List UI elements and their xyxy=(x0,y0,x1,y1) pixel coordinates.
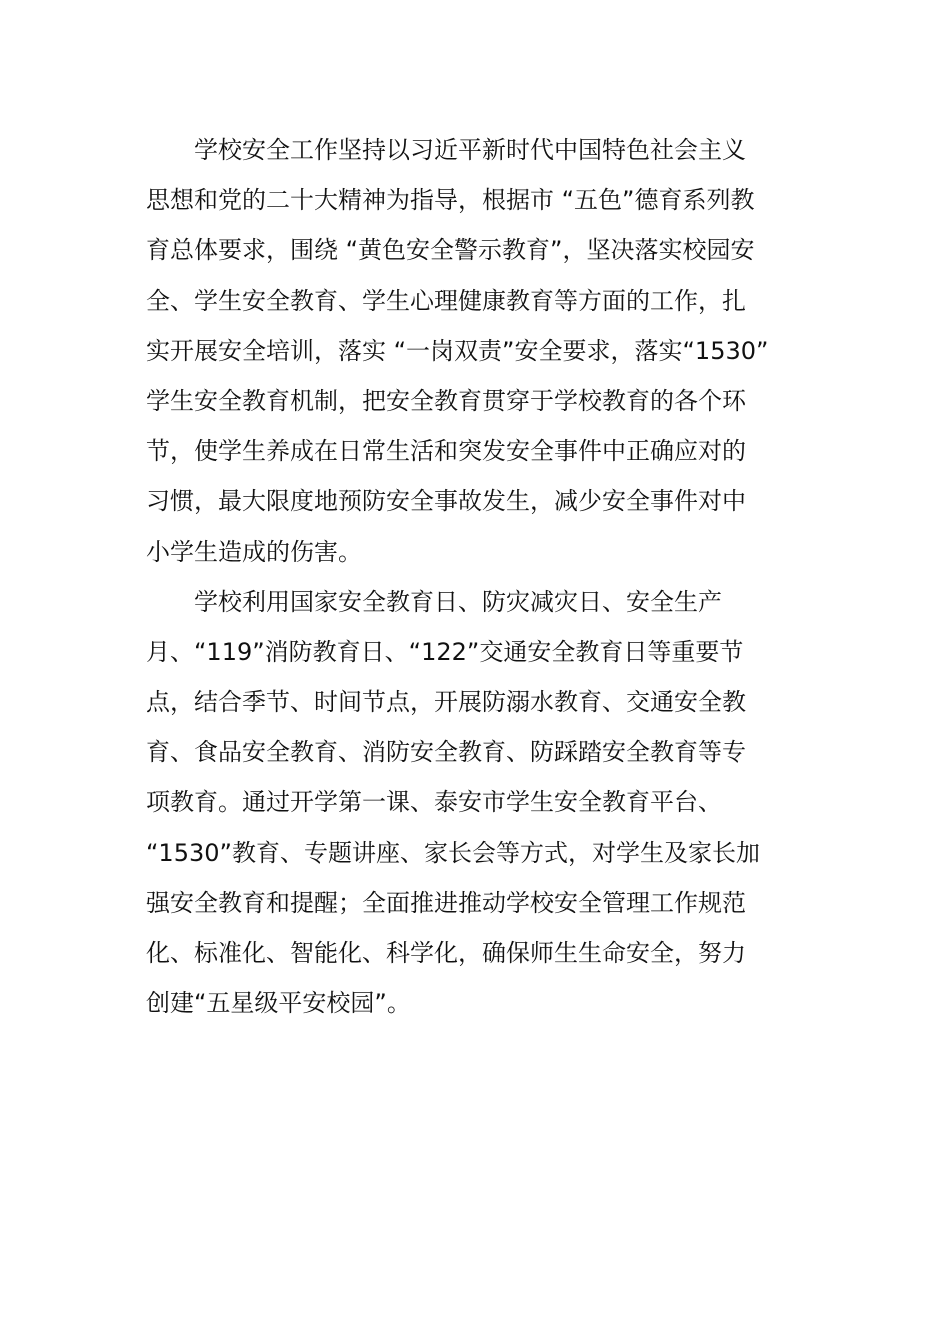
text-line: 实开展安全培训，落实 “一岗双责”安全要求，落实“1530” xyxy=(146,336,769,365)
text-line: 小学生造成的伤害。 xyxy=(146,537,362,566)
text-line: 强安全教育和提醒；全面推进推动学校安全管理工作规范 xyxy=(146,888,746,917)
text-line: 月、“119”消防教育日、“122”交通安全教育日等重要节 xyxy=(146,637,744,666)
text-line: 创建“五星级平安校园”。 xyxy=(146,989,411,1018)
text-line: 学生安全教育机制，把安全教育贯穿于学校教育的各个环 xyxy=(146,386,746,415)
text-line: 点，结合季节、时间节点，开展防溺水教育、交通安全教 xyxy=(146,688,746,717)
text-line: 项教育。通过开学第一课、泰安市学生安全教育平台、 xyxy=(146,788,722,817)
text-line: 节，使学生养成在日常生活和突发安全事件中正确应对的 xyxy=(146,437,746,466)
text-line: 学校安全工作坚持以习近平新时代中国特色社会主义 xyxy=(194,136,746,164)
document-body xyxy=(146,125,806,1028)
paragraph-2 xyxy=(146,577,806,1029)
text-line: 育、食品安全教育、消防安全教育、防踩踏安全教育等专 xyxy=(146,738,746,767)
text-line: 学校利用国家安全教育日、防灾减灾日、安全生产 xyxy=(194,587,722,616)
text-line: 习惯，最大限度地预防安全事故发生，减少安全事件对中 xyxy=(146,487,746,516)
text-line: 育总体要求，围绕 “黄色安全警示教育”，坚决落实校园安 xyxy=(146,236,755,265)
text-line: “1530”教育、专题讲座、家长会等方式，对学生及家长加 xyxy=(146,838,760,867)
paragraph-1 xyxy=(146,125,806,577)
text-line: 化、标准化、智能化、科学化，确保师生生命安全，努力 xyxy=(146,939,746,967)
text-line: 全、学生安全教育、学生心理健康教育等方面的工作，扎 xyxy=(146,286,746,315)
text-line: 思想和党的二十大精神为指导，根据市 “五色”德育系列教 xyxy=(146,186,755,215)
